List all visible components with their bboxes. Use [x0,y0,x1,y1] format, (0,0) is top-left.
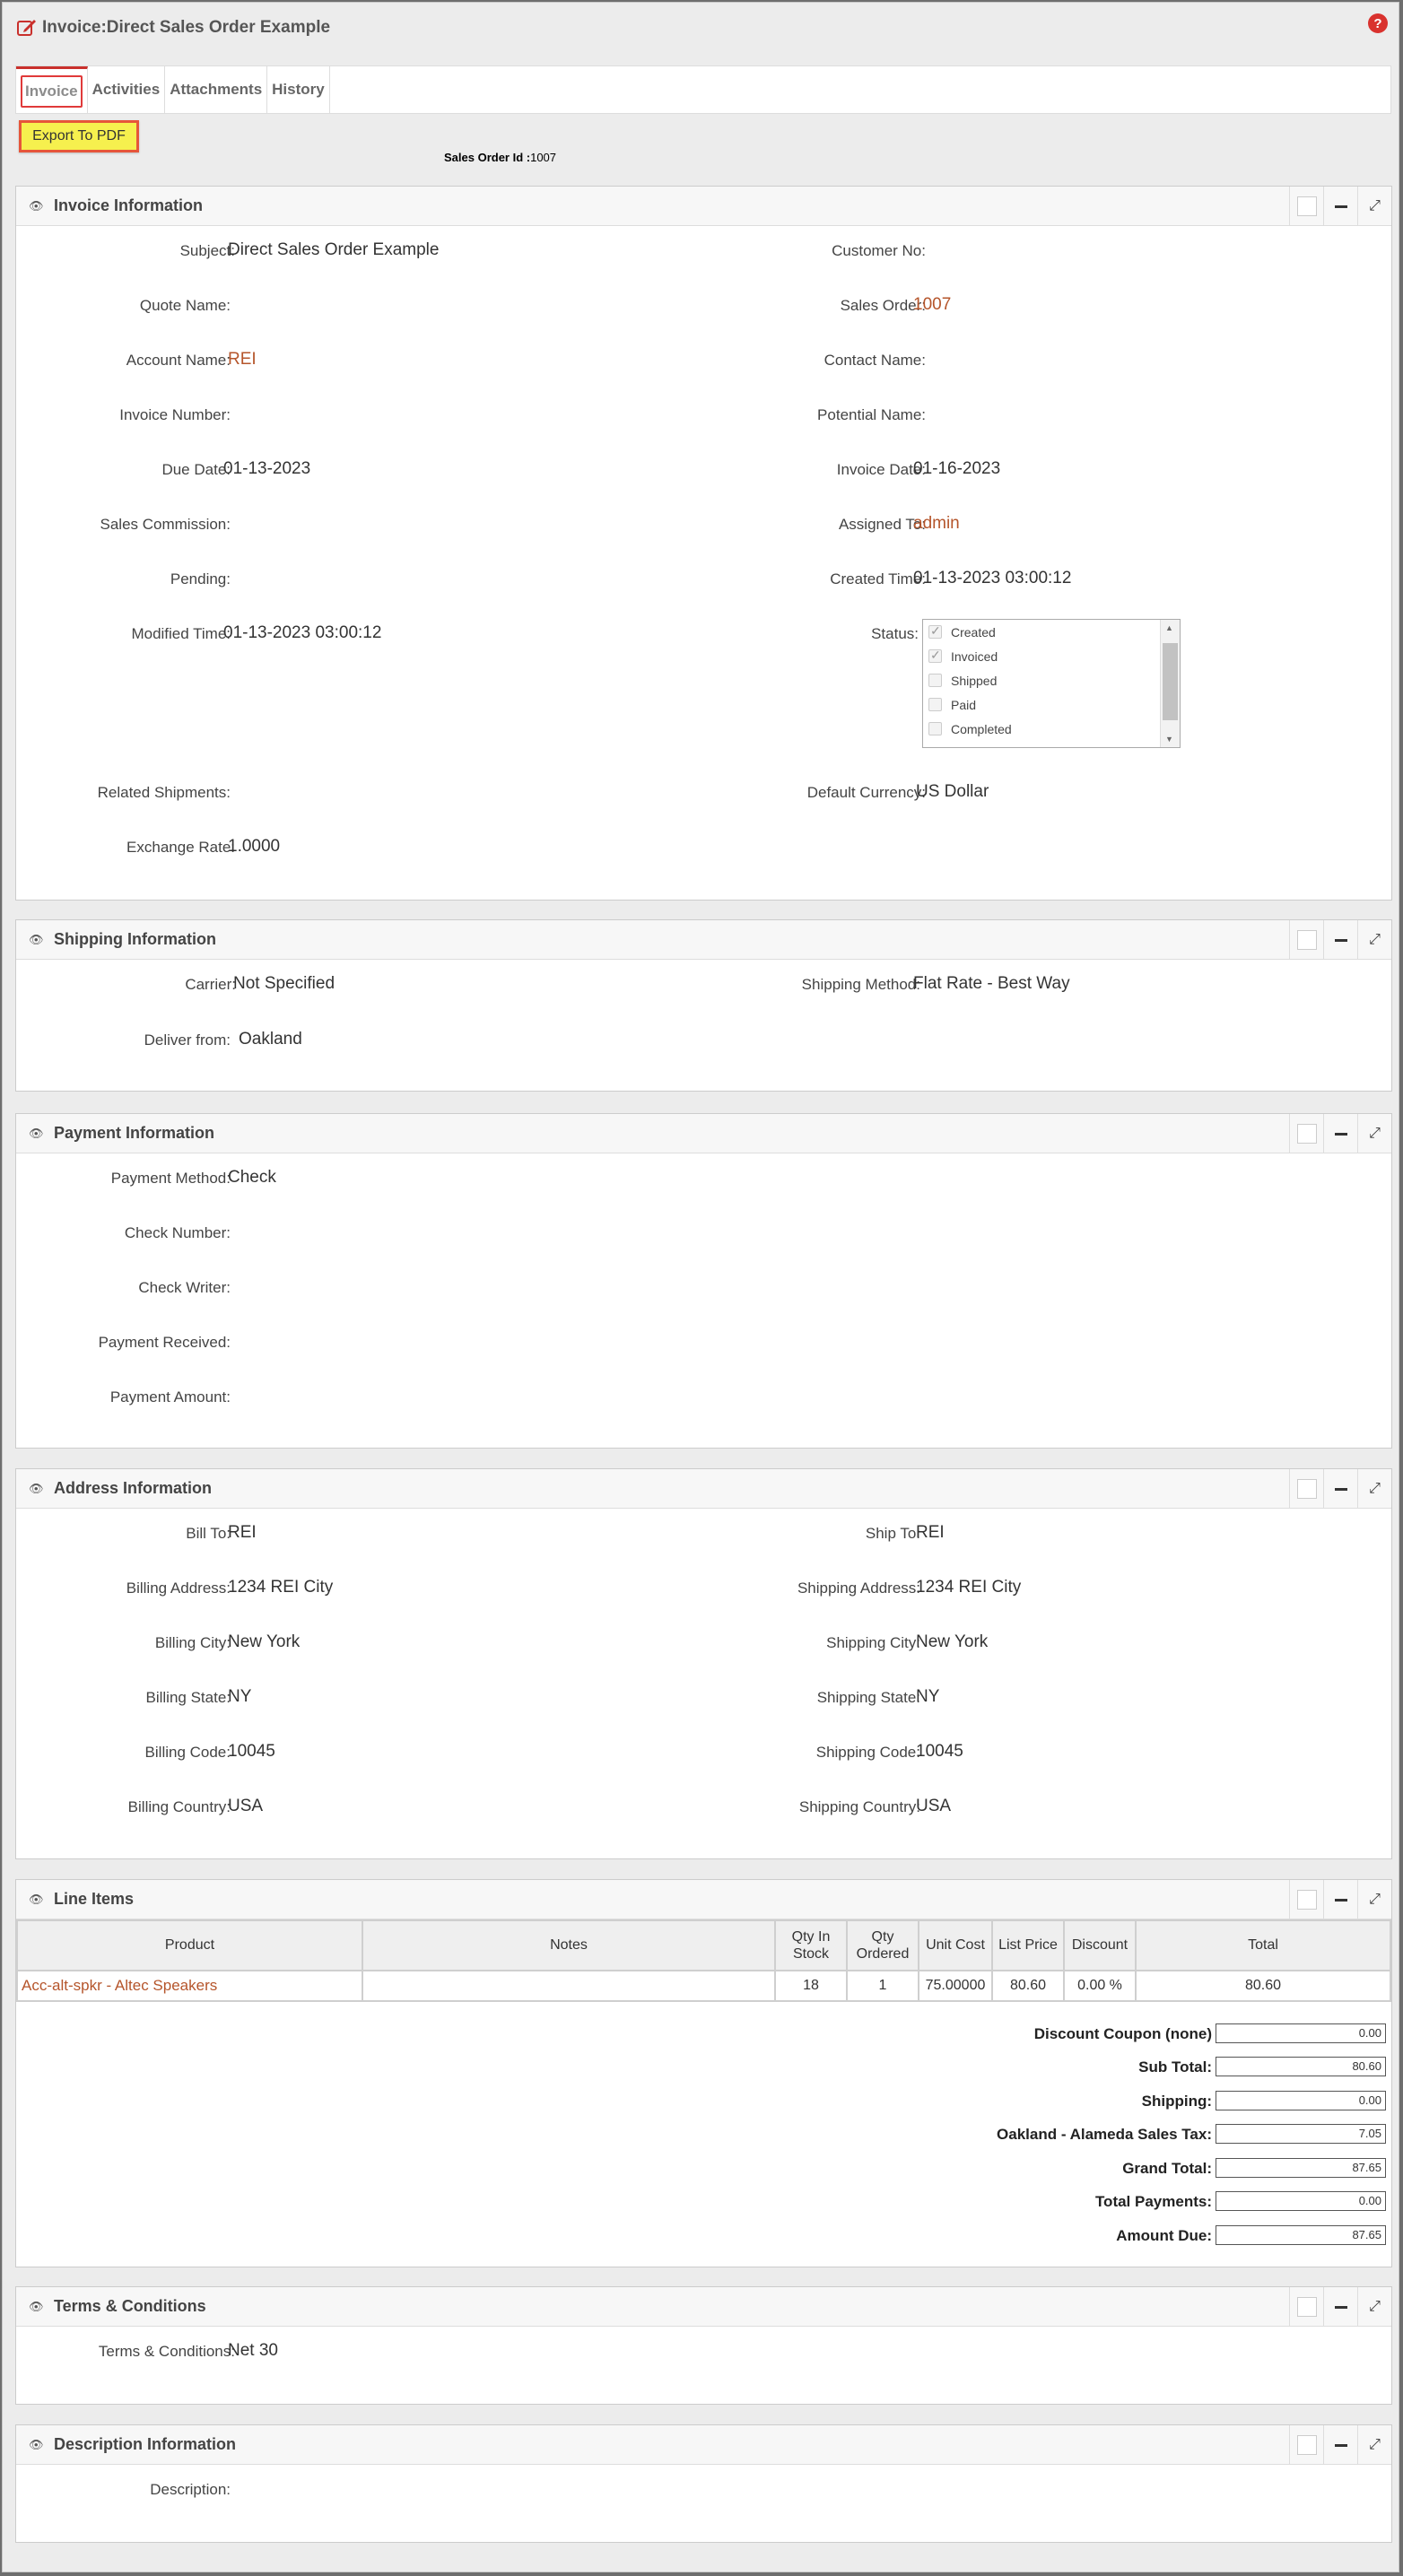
panel-title: Terms & Conditions [54,2297,206,2315]
page-title: Invoice:Direct Sales Order Example [42,18,331,37]
bill-to-label: Bill To: [186,1525,231,1542]
amount-due-row [16,2225,1391,2247]
terms-label: Terms & Conditions: [98,2343,235,2360]
billing-country-value: USA [228,1797,264,1815]
column-header: Product [17,1920,362,1971]
status-option-label: Completed [951,721,1012,736]
select-checkbox[interactable] [1289,2425,1323,2465]
column-header: Notes [362,1920,775,1971]
sales-commission-label: Sales Commission: [100,516,231,533]
default-currency-value: US Dollar [916,782,989,801]
unit-cost-cell: 75.00000 [919,1971,992,2001]
total-label: Total Payments: [1094,2193,1212,2210]
minimize-icon[interactable] [1323,920,1357,960]
panel-header [16,2425,1391,2465]
checkbox-icon[interactable] [928,698,942,711]
due-date-value: 01-13-2023 [223,459,311,478]
minimize-icon[interactable] [1323,1469,1357,1509]
billing-city-value: New York [228,1632,301,1651]
panel-header [16,1114,1391,1153]
select-checkbox[interactable] [1289,187,1323,226]
status-option-label: Invoiced [951,648,998,664]
expand-icon[interactable]: ⤢ [1357,920,1391,960]
eye-icon[interactable]: 👁 [29,1126,44,1140]
qty-ordered-cell: 1 [847,1971,919,2001]
status-multiselect[interactable] [922,619,1181,748]
export-pdf-button[interactable]: Export To PDF [19,120,139,152]
expand-icon[interactable]: ⤢ [1357,187,1391,226]
column-header: Total [1136,1920,1390,1971]
checkbox-icon[interactable] [928,722,942,735]
invoice-info-panel [15,186,1392,901]
related-shipments-label: Related Shipments: [97,784,231,801]
description-panel [15,2424,1392,2543]
column-header: Unit Cost [919,1920,992,1971]
tab-history-label: History [272,81,325,98]
shipping-row [16,2091,1391,2112]
sub-total-row [16,2057,1391,2078]
customer-no-label: Customer No: [832,242,926,259]
billing-code-label: Billing Code: [144,1744,231,1761]
shipping-city-value: New York [916,1632,989,1651]
panel-header [16,1469,1391,1509]
scroll-thumb[interactable] [1163,643,1178,720]
status-label: Status: [871,625,919,642]
expand-icon[interactable]: ⤢ [1357,1469,1391,1509]
pending-label: Pending: [170,570,231,587]
scroll-up-icon[interactable]: ▲ [1165,623,1173,632]
exchange-rate-label: Exchange Rate: [126,839,235,856]
select-checkbox[interactable] [1289,1880,1323,1919]
eye-icon[interactable]: 👁 [29,2437,44,2451]
panel-title: Line Items [54,1890,135,1908]
shipping-method-value: Flat Rate - Best Way [913,974,1070,993]
expand-icon[interactable]: ⤢ [1357,2287,1391,2327]
billing-address-value: 1234 REI City [228,1578,334,1597]
total-value: 7.05 [1216,2124,1386,2144]
shipping-code-label: Shipping Code: [815,1744,920,1761]
quote-name-label: Quote Name: [139,297,231,314]
exchange-rate-value: 1.0000 [228,837,281,856]
terms-panel [15,2286,1392,2405]
total-label: Amount Due: [1116,2227,1212,2244]
account-name-link[interactable]: REI [228,350,257,369]
shipping-info-panel [15,919,1392,1092]
minimize-icon[interactable] [1323,1880,1357,1919]
select-checkbox[interactable] [1289,1469,1323,1509]
sales-order-label: Sales Order: [840,297,926,314]
column-header: Discount [1064,1920,1136,1971]
column-header: Qty In Stock [775,1920,847,1971]
payment-received-label: Payment Received: [98,1334,231,1351]
tab-history[interactable] [267,66,330,113]
sales-order-id-label: Sales Order Id : [444,151,531,164]
status-option-paid[interactable] [923,692,1180,717]
total-value: 87.65 [1216,2158,1386,2178]
panel-title: Payment Information [54,1124,215,1142]
total-label: Discount Coupon (none) [1033,2025,1212,2042]
checkbox-icon[interactable] [928,649,942,663]
tab-activities[interactable] [88,66,166,113]
address-info-panel [15,1468,1392,1859]
discount-cell: 0.00 % [1064,1971,1136,2001]
shipping-address-value: 1234 REI City [916,1578,1022,1597]
status-option-completed[interactable] [923,717,1180,741]
billing-country-label: Billing Country: [127,1798,231,1815]
help-icon[interactable]: ? [1368,13,1388,33]
expand-icon[interactable]: ⤢ [1357,1880,1391,1919]
shipping-code-value: 10045 [916,1742,963,1761]
total-value: 80.60 [1216,2057,1386,2076]
eye-icon[interactable]: 👁 [29,198,44,213]
eye-icon[interactable]: 👁 [29,2299,44,2313]
total-value: 0.00 [1216,2091,1386,2110]
panel-header [16,1880,1391,1919]
carrier-label: Carrier: [185,976,236,993]
discount-coupon-row [16,2023,1391,2045]
total-label: Shipping: [1141,2093,1212,2110]
check-number-label: Check Number: [124,1224,231,1241]
column-header: List Price [992,1920,1064,1971]
eye-icon[interactable]: 👁 [29,1481,44,1495]
modified-time-value: 01-13-2023 03:00:12 [223,623,382,642]
status-option-label: Shipped [951,673,998,688]
total-payments-row [16,2191,1391,2213]
minimize-icon[interactable] [1323,1114,1357,1153]
panel-header [16,187,1391,226]
page-header [15,15,330,40]
assigned-to-label: Assigned To: [838,516,926,533]
tab-activities-label: Activities [92,81,161,98]
potential-name-label: Potential Name: [817,406,926,423]
product-link[interactable]: Acc-alt-spkr - Altec Speakers [17,1971,362,2001]
edit-icon[interactable] [15,16,39,39]
description-label: Description: [150,2481,231,2498]
select-checkbox[interactable] [1289,2287,1323,2327]
created-time-label: Created Time: [830,570,926,587]
assigned-to-link[interactable]: admin [913,514,960,533]
sales-order-id [444,151,556,164]
panel-header [16,2287,1391,2327]
grand-total-row [16,2158,1391,2180]
invoice-number-label: Invoice Number: [119,406,231,423]
bill-to-value: REI [228,1523,257,1542]
minimize-icon[interactable] [1323,2425,1357,2465]
qty-in-stock-cell: 18 [775,1971,847,2001]
sales-order-id-value: 1007 [530,151,557,164]
shipping-state-value: NY [916,1687,940,1706]
shipping-country-label: Shipping Country: [798,1798,920,1815]
deliver-from-label: Deliver from: [144,1031,231,1049]
status-option-label: Paid [951,697,977,712]
total-value: 0.00 [1216,2023,1386,2043]
status-option-shipped[interactable] [923,668,1180,692]
shipping-city-label: Shipping City: [826,1634,920,1651]
line-items-panel [15,1879,1392,2267]
subject-value: Direct Sales Order Example [228,240,440,259]
notes-cell [362,1971,775,2001]
list-price-cell: 80.60 [992,1971,1064,2001]
panel-header [16,920,1391,960]
tab-invoice[interactable] [16,66,88,113]
payment-method-label: Payment Method: [110,1170,231,1187]
expand-icon[interactable]: ⤢ [1357,1114,1391,1153]
minimize-icon[interactable] [1323,2287,1357,2327]
app-window [2,2,1399,2572]
created-time-value: 01-13-2023 03:00:12 [913,569,1072,587]
scroll-down-icon[interactable]: ▼ [1165,735,1173,744]
shipping-method-label: Shipping Method: [801,976,920,993]
eye-icon[interactable]: 👁 [29,932,44,946]
billing-state-label: Billing State: [145,1689,231,1706]
minimize-icon[interactable] [1323,187,1357,226]
panel-title: Invoice Information [54,196,204,214]
carrier-value: Not Specified [233,974,336,993]
panel-title: Description Information [54,2435,237,2453]
billing-city-label: Billing City: [154,1634,231,1651]
total-label: Grand Total: [1122,2160,1212,2177]
payment-amount-label: Payment Amount: [109,1388,231,1405]
line-items-table [16,1919,1391,2002]
ship-to-label: Ship To: [865,1525,920,1542]
select-checkbox[interactable] [1289,1114,1323,1153]
shipping-country-value: USA [916,1797,952,1815]
invoice-date-value: 01-16-2023 [913,459,1001,478]
panel-title: Shipping Information [54,930,216,948]
eye-icon[interactable]: 👁 [29,1892,44,1906]
contact-name-label: Contact Name: [824,352,926,369]
panel-title: Address Information [54,1479,213,1497]
total-label: Oakland - Alameda Sales Tax: [997,2126,1212,2143]
deliver-from-value: Oakland [239,1030,302,1049]
shipping-address-label: Shipping Address: [797,1580,920,1597]
tab-attachments[interactable] [165,66,267,113]
total-value: 0.00 [1216,2191,1386,2211]
table-header-row [17,1920,1390,1971]
default-currency-label: Default Currency: [806,784,926,801]
tab-invoice-label: Invoice [21,75,83,108]
status-option-label: Created [951,624,996,640]
expand-icon[interactable]: ⤢ [1357,2425,1391,2465]
tab-bar [15,65,1391,114]
subject-label: Subject: [179,242,235,259]
status-option-created[interactable] [923,620,1180,644]
checkbox-icon[interactable] [928,674,942,687]
invoice-date-label: Invoice Date: [836,461,926,478]
sales-order-link[interactable]: 1007 [913,295,952,314]
billing-address-label: Billing Address: [126,1580,231,1597]
total-label: Sub Total: [1138,2058,1212,2076]
billing-state-value: NY [228,1687,252,1706]
checkbox-icon[interactable] [928,625,942,639]
modified-time-label: Modified Time: [131,625,231,642]
billing-code-value: 10045 [228,1742,275,1761]
due-date-label: Due Date: [161,461,231,478]
total-value: 87.65 [1216,2225,1386,2245]
sales-tax-row [16,2124,1391,2145]
shipping-state-label: Shipping State: [816,1689,920,1706]
ship-to-value: REI [916,1523,945,1542]
status-option-invoiced[interactable] [923,644,1180,668]
account-name-label: Account Name: [126,352,231,369]
total-cell: 80.60 [1136,1971,1390,2001]
column-header: Qty Ordered [847,1920,919,1971]
check-writer-label: Check Writer: [138,1279,231,1296]
select-checkbox[interactable] [1289,920,1323,960]
status-scrollbar[interactable] [1160,620,1180,747]
table-row [17,1971,1390,2001]
tab-attachments-label: Attachments [170,81,263,98]
payment-method-value: Check [228,1168,276,1187]
terms-value: Net 30 [228,2341,278,2360]
payment-info-panel [15,1113,1392,1449]
